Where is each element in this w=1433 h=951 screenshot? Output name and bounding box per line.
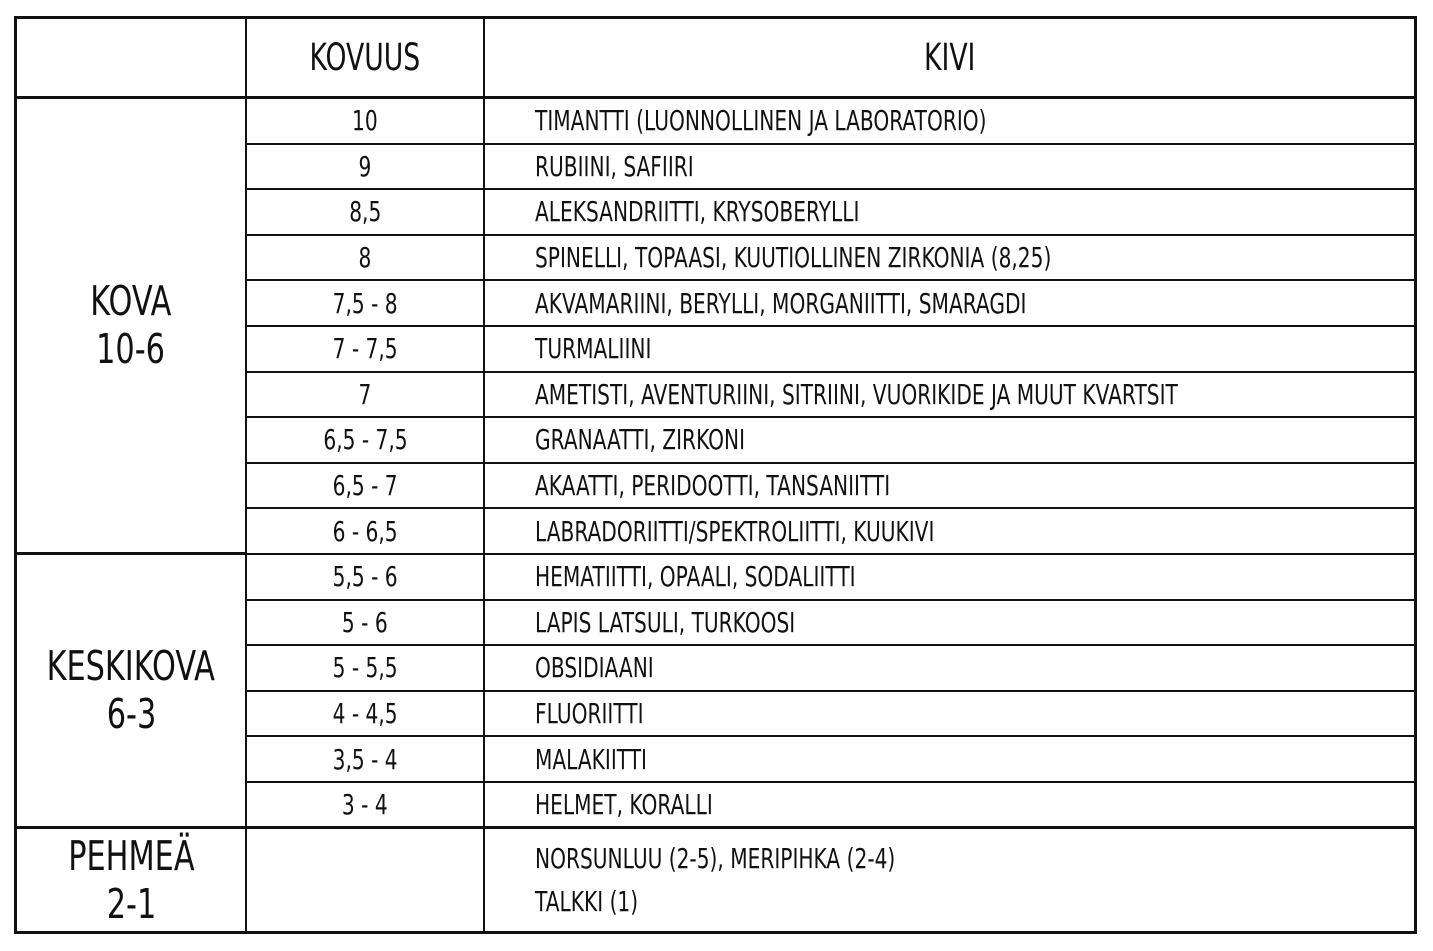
hardness-cell xyxy=(245,236,485,282)
stones-text: FLUORIITTI xyxy=(535,697,644,731)
stones-text: HEMATIITTI, OPAALI, SODALIITTI xyxy=(535,560,856,594)
hardness-value: 5 - 5,5 xyxy=(332,651,398,685)
hardness-cell xyxy=(245,327,485,373)
hardness-value: 6,5 - 7 xyxy=(332,469,398,503)
soft-stones-cell xyxy=(485,829,1414,932)
hardness-table xyxy=(14,16,1417,934)
stones-cell xyxy=(485,555,1414,601)
category-range: 10-6 xyxy=(96,325,166,374)
stones-cell xyxy=(485,145,1414,191)
stones-cell xyxy=(485,373,1414,419)
hardness-value: 7,5 - 8 xyxy=(332,286,398,320)
stones-text: TURMALIINI xyxy=(535,332,652,366)
stones-text: AKAATTI, PERIDOOTTI, TANSANIITTI xyxy=(535,469,891,503)
hardness-cell xyxy=(245,555,485,601)
hardness-value: 8 xyxy=(358,241,372,275)
hardness-value: 6,5 - 7,5 xyxy=(322,423,408,457)
category-name: KOVA xyxy=(90,277,172,326)
stones-text: SPINELLI, TOPAASI, KUUTIOLLINEN ZIRKONIA (8,25) xyxy=(535,241,1052,275)
category-medium xyxy=(17,555,245,829)
hardness-cell xyxy=(245,601,485,647)
hardness-cell xyxy=(245,190,485,236)
hardness-value: 4 - 4,5 xyxy=(332,697,398,731)
soft-hardness-cell xyxy=(245,829,485,932)
header-kovuus-cell xyxy=(245,19,485,99)
hardness-cell xyxy=(245,646,485,692)
stones-cell xyxy=(485,281,1414,327)
stones-text: HELMET, KORALLI xyxy=(535,787,713,821)
stones-cell xyxy=(485,327,1414,373)
stones-cell xyxy=(485,646,1414,692)
stones-text: ALEKSANDRIITTI, KRYSOBERYLLI xyxy=(535,195,860,229)
category-name: KESKIKOVA xyxy=(46,642,216,691)
hardness-value: 5 - 6 xyxy=(342,605,388,639)
hardness-cell xyxy=(245,145,485,191)
hardness-value: 5,5 - 6 xyxy=(332,560,398,594)
hardness-cell xyxy=(245,99,485,145)
stones-text: LABRADORIITTI/SPEKTROLIITTI, KUUKIVI xyxy=(535,514,935,548)
category-range: 6-3 xyxy=(106,690,156,739)
stones-cell xyxy=(485,190,1414,236)
hardness-value: 3 - 4 xyxy=(342,787,388,821)
hardness-value: 7 xyxy=(358,377,372,411)
stones-text: OBSIDIAANI xyxy=(535,651,654,685)
header-kivi: KIVI xyxy=(923,36,976,79)
soft-stones-line: TALKKI (1) xyxy=(535,884,639,918)
stones-cell xyxy=(485,236,1414,282)
hardness-cell xyxy=(245,373,485,419)
stones-cell xyxy=(485,418,1414,464)
stones-cell xyxy=(485,99,1414,145)
hardness-value: 7 - 7,5 xyxy=(332,332,398,366)
stones-text: AKVAMARIINI, BERYLLI, MORGANIITTI, SMARAGDI xyxy=(535,286,1027,320)
soft-stones-line: NORSUNLUU (2-5), MERIPIHKA (2-4) xyxy=(535,841,896,875)
hardness-cell xyxy=(245,737,485,783)
stones-cell xyxy=(485,509,1414,555)
stones-text: AMETISTI, AVENTURIINI, SITRIINI, VUORIKIDE JA MUUT KVARTSIT xyxy=(535,377,1178,411)
stones-cell xyxy=(485,692,1414,738)
hardness-cell xyxy=(245,692,485,738)
hardness-value: 6 - 6,5 xyxy=(332,514,398,548)
category-name: PEHMEÄ xyxy=(67,831,195,880)
hardness-value: 3,5 - 4 xyxy=(332,742,398,776)
stones-text: MALAKIITTI xyxy=(535,742,648,776)
stones-text: GRANAATTI, ZIRKONI xyxy=(535,423,746,457)
stones-cell xyxy=(485,737,1414,783)
stones-cell xyxy=(485,783,1414,829)
hardness-value: 9 xyxy=(358,149,372,183)
hardness-cell xyxy=(245,783,485,829)
stones-cell xyxy=(485,601,1414,647)
hardness-cell xyxy=(245,418,485,464)
header-empty-cell xyxy=(17,19,245,99)
category-soft xyxy=(17,829,245,932)
header-kivi-cell xyxy=(485,19,1414,99)
stones-text: LAPIS LATSULI, TURKOOSI xyxy=(535,605,796,639)
hardness-cell xyxy=(245,509,485,555)
hardness-value: 10 xyxy=(352,104,378,138)
stones-cell xyxy=(485,464,1414,510)
hardness-cell xyxy=(245,281,485,327)
category-hard xyxy=(17,99,245,555)
header-kovuus: KOVUUS xyxy=(309,36,421,79)
category-range: 2-1 xyxy=(106,879,156,928)
stones-text: RUBIINI, SAFIIRI xyxy=(535,149,694,183)
hardness-cell xyxy=(245,464,485,510)
stones-text: TIMANTTI (LUONNOLLINEN JA LABORATORIO) xyxy=(535,104,987,138)
hardness-value: 8,5 xyxy=(348,195,382,229)
